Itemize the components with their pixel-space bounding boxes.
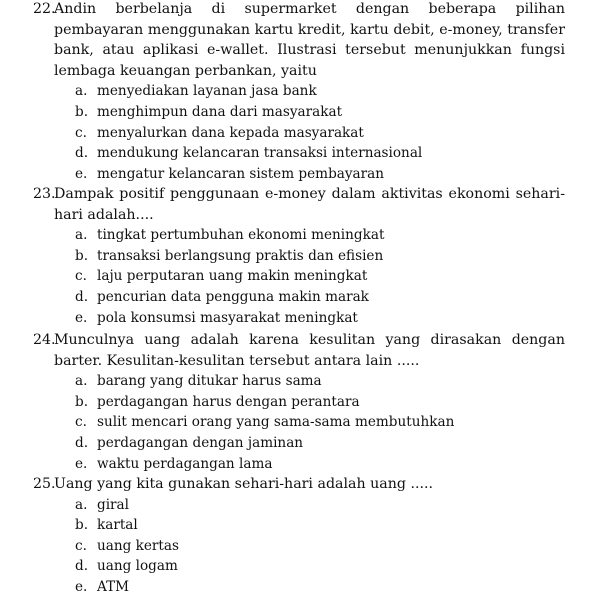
option-letter: d. <box>75 558 89 575</box>
option-letter: b. <box>75 103 89 120</box>
question-24-option-b <box>0 392 613 413</box>
question-25-text: Uang yang kita gunakan sehari-hari adalah uang ..... <box>54 476 433 492</box>
option-letter: a. <box>75 496 88 513</box>
option-text: perdagangan dengan jaminan <box>97 434 304 451</box>
question-23-options <box>0 225 613 328</box>
question-23-option-b <box>0 246 613 267</box>
option-letter: d. <box>75 145 89 162</box>
option-text: mendukung kelancaran transaksi internasional <box>97 145 423 162</box>
question-23-option-c <box>0 266 613 287</box>
option-text: giral <box>97 496 129 513</box>
question-25-options <box>0 495 613 598</box>
question-22-text-block <box>0 0 613 81</box>
option-text: laju perputaran uang makin meningkat <box>97 268 368 285</box>
question-24-option-d <box>0 433 613 454</box>
question-22-number: 22. <box>33 1 56 17</box>
question-24-option-e <box>0 454 613 475</box>
option-letter: e. <box>75 578 88 595</box>
question-22-options <box>0 81 613 184</box>
question-22 <box>0 0 613 184</box>
option-text: kartal <box>97 517 138 534</box>
question-23-option-e <box>0 308 613 329</box>
option-text: pola konsumsi masyarakat meningkat <box>97 309 358 326</box>
question-25-option-d <box>0 556 613 577</box>
option-letter: e. <box>75 309 88 326</box>
option-letter: b. <box>75 393 89 410</box>
option-letter: a. <box>75 373 88 390</box>
question-22-text: Andin berbelanja di supermarket dengan beberapa pilihan pembayaran menggunakan kartu kredit, kartu debit, e-money, transfer bank, atau aplikasi e-wallet. Ilustrasi tersebut menunjukkan fungsi lembaga keuangan perbankan, yaitu <box>54 1 565 79</box>
option-text: sulit mencari orang yang sama-sama membutuhkan <box>97 414 455 431</box>
option-text: mengatur kelancaran sistem pembayaran <box>97 165 385 182</box>
question-25-option-c <box>0 536 613 557</box>
option-text: transaksi berlangsung praktis dan efisien <box>97 247 384 264</box>
option-letter: c. <box>75 268 87 285</box>
question-25 <box>0 474 613 598</box>
option-text: barang yang ditukar harus sama <box>97 373 322 390</box>
question-24-text-block <box>0 330 613 371</box>
question-22-option-e <box>0 164 613 185</box>
option-text: uang kertas <box>97 537 179 554</box>
question-24-option-a <box>0 371 613 392</box>
question-25-option-b <box>0 515 613 536</box>
question-22-option-d <box>0 143 613 164</box>
question-25-option-a <box>0 495 613 516</box>
option-text: tingkat pertumbuhan ekonomi meningkat <box>97 227 385 244</box>
question-24 <box>0 330 613 474</box>
option-text: menyediakan layanan jasa bank <box>97 83 317 100</box>
option-letter: a. <box>75 227 88 244</box>
question-23-number: 23. <box>33 186 56 202</box>
question-23-text: Dampak positif penggunaan e-money dalam aktivitas ekonomi sehari-hari adalah.... <box>54 186 565 223</box>
option-letter: e. <box>75 165 88 182</box>
question-24-number: 24. <box>33 332 56 348</box>
option-text: waktu perdagangan lama <box>97 455 273 472</box>
question-22-option-c <box>0 123 613 144</box>
question-22-option-a <box>0 81 613 102</box>
question-23-text-block <box>0 184 613 225</box>
question-23 <box>0 184 613 328</box>
option-letter: c. <box>75 537 87 554</box>
option-text: menghimpun dana dari masyarakat <box>97 103 343 120</box>
option-letter: e. <box>75 455 88 472</box>
option-text: perdagangan harus dengan perantara <box>97 393 360 410</box>
option-letter: c. <box>75 414 87 431</box>
question-25-number: 25. <box>33 476 56 492</box>
option-letter: d. <box>75 434 89 451</box>
option-text: pencurian data pengguna makin marak <box>97 288 369 305</box>
question-25-text-block <box>0 474 613 495</box>
option-text: ATM <box>97 578 130 595</box>
question-22-option-b <box>0 102 613 123</box>
question-23-option-d <box>0 287 613 308</box>
question-24-text: Munculnya uang adalah karena kesulitan yang dirasakan dengan barter. Kesulitan-kesulitan tersebut antara lain ..... <box>54 332 565 369</box>
option-letter: c. <box>75 124 87 141</box>
question-24-options <box>0 371 613 474</box>
option-letter: b. <box>75 247 89 264</box>
option-letter: b. <box>75 517 89 534</box>
option-text: uang logam <box>97 558 178 575</box>
question-24-option-c <box>0 412 613 433</box>
question-23-option-a <box>0 225 613 246</box>
question-25-option-e <box>0 577 613 598</box>
option-letter: a. <box>75 83 88 100</box>
option-letter: d. <box>75 288 89 305</box>
option-text: menyalurkan dana kepada masyarakat <box>97 124 364 141</box>
